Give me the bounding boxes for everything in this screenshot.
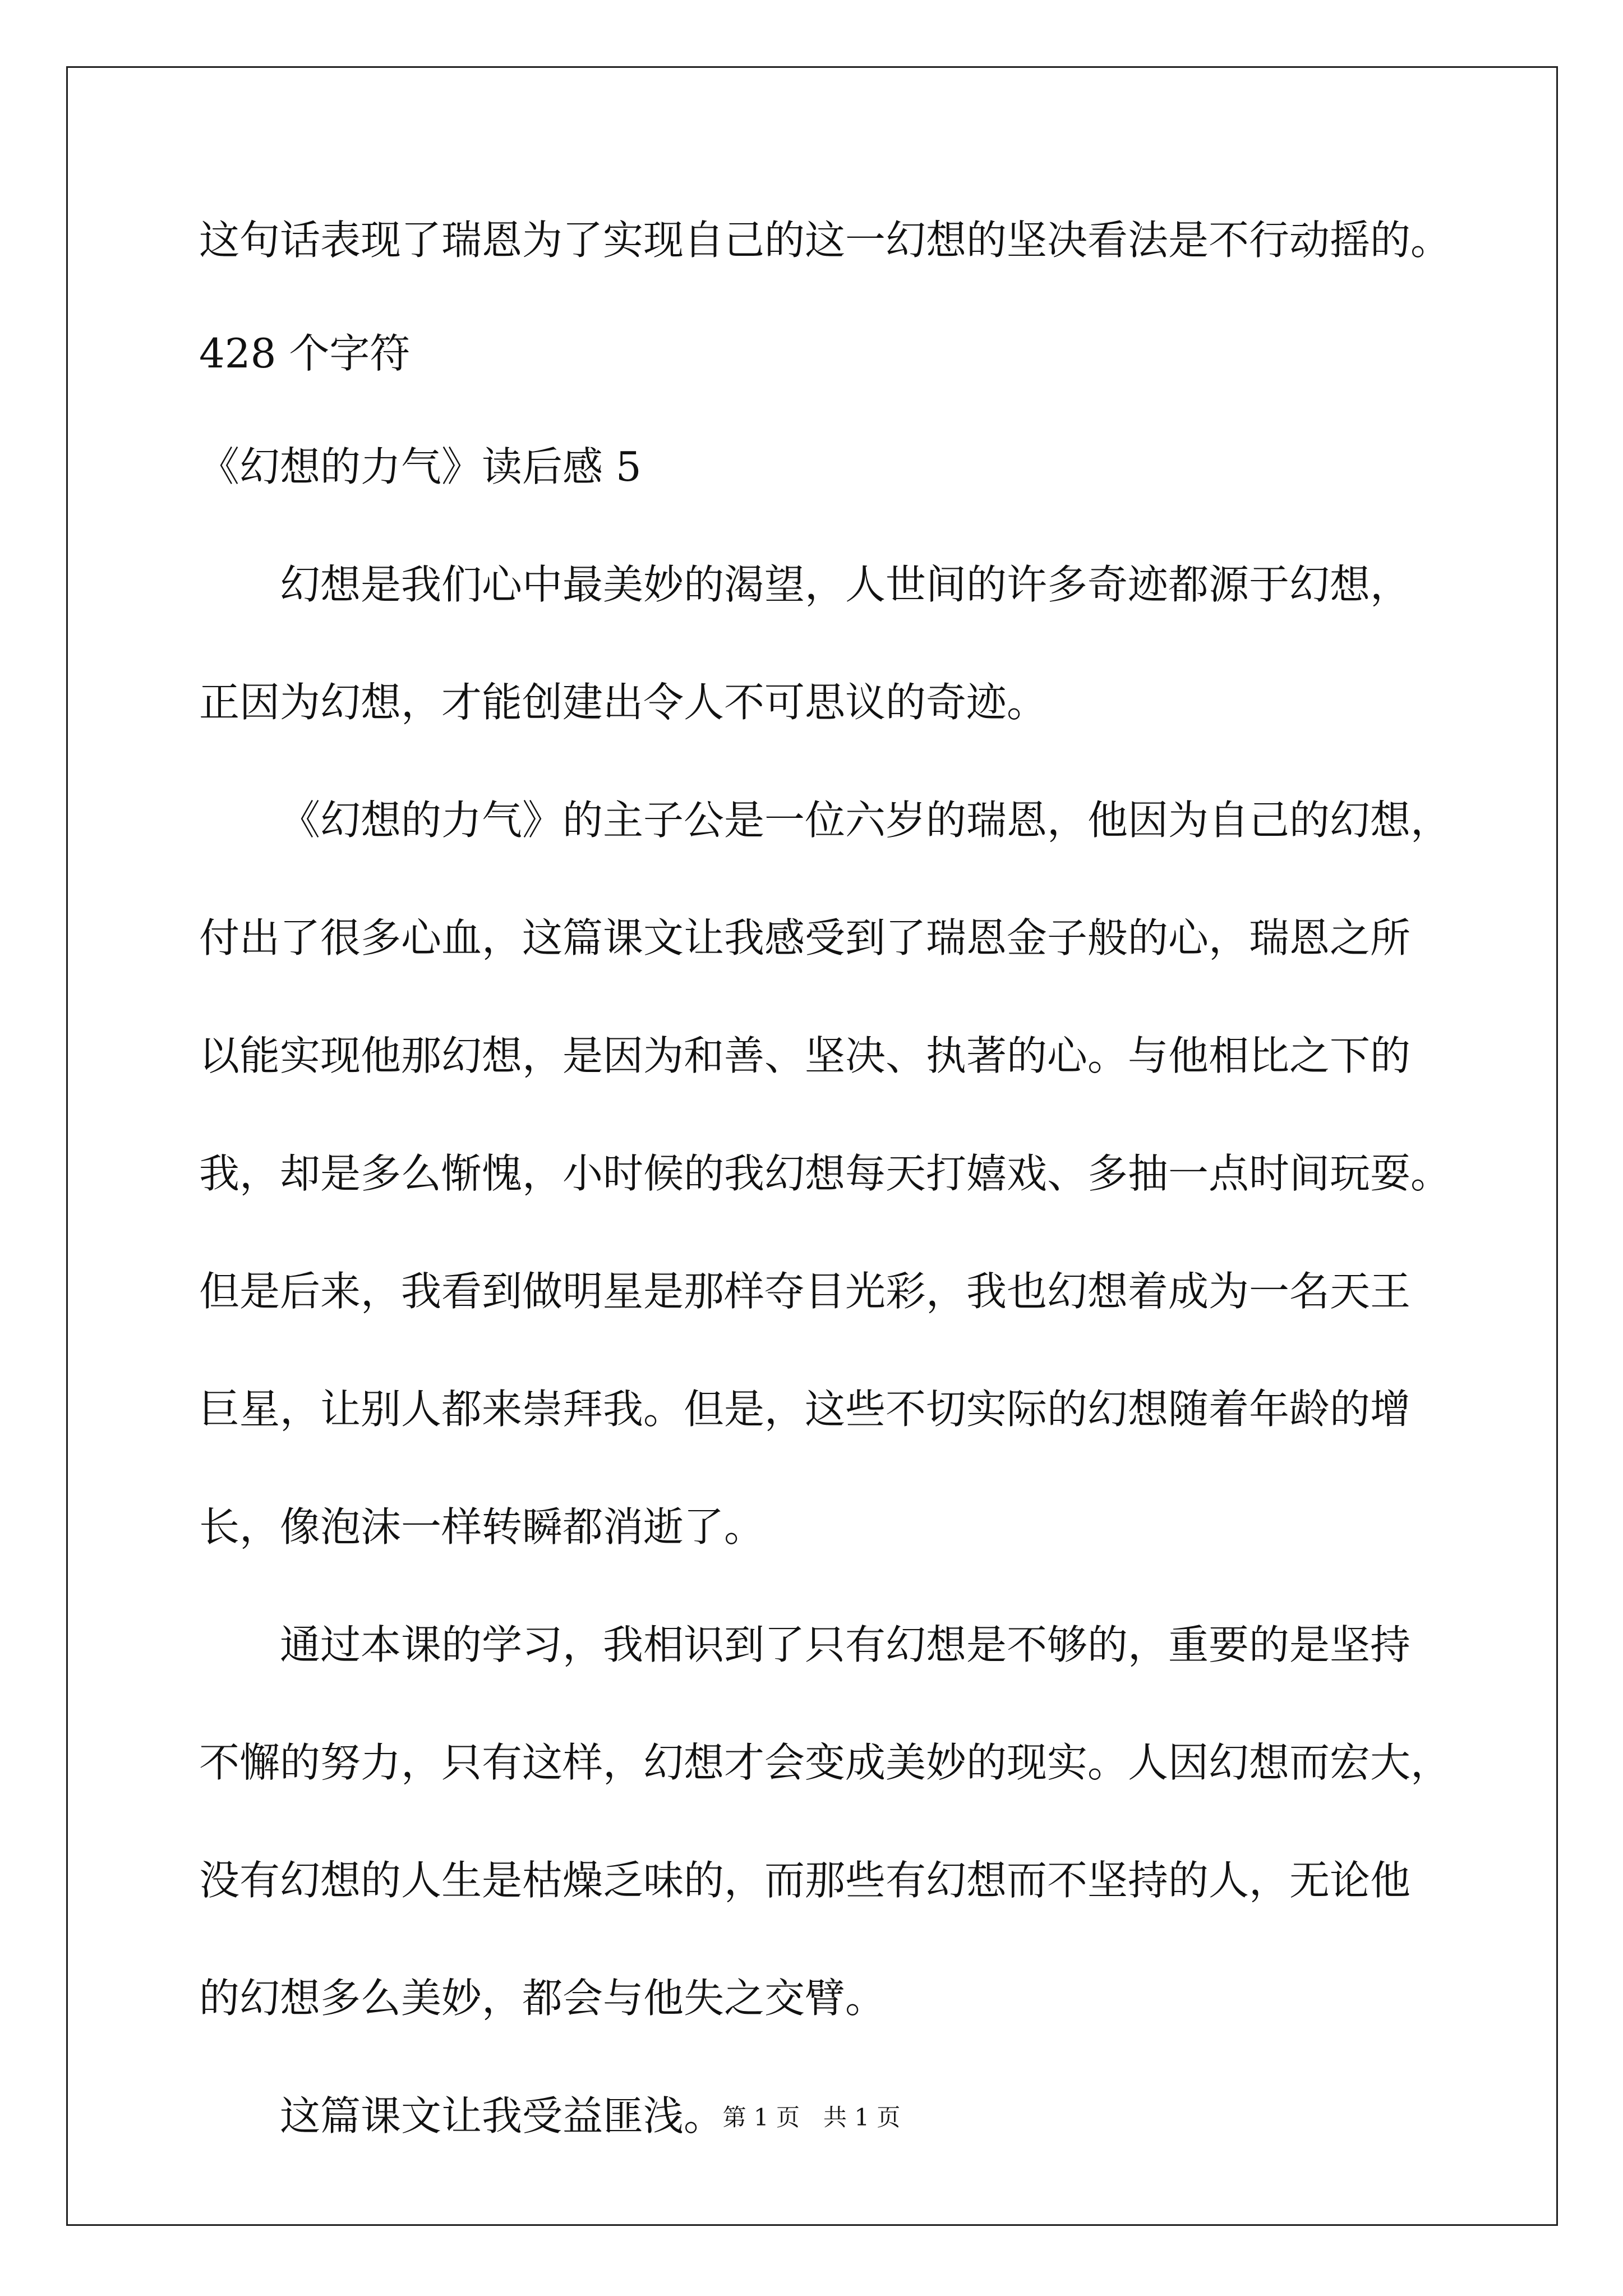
paragraph-line: 正因为幻想，才能创建出令人不可思议的奇迹。 [199, 679, 1048, 726]
paragraph-line: 但是后来，我看到做明星是那样夺目光彩，我也幻想着成为一名天王 [199, 1268, 1411, 1315]
paragraph-line: 幻想是我们心中最美妙的渴望，人世间的许多奇迹都源于幻想， [280, 561, 1411, 608]
document-body [199, 217, 1451, 2139]
text-line: 这句话表现了瑞恩为了实现自己的这一幻想的坚决看法是不行动摇的。 [199, 217, 1451, 264]
paragraph-line: 巨星，让别人都来崇拜我。但是，这些不切实际的幻想随着年龄的增 [199, 1386, 1411, 1433]
page-footer: 第 1 页 共 1 页 [722, 2104, 901, 2131]
paragraph-line: 长，像泡沫一样转瞬都消逝了。 [199, 1503, 765, 1550]
paragraph-line: 付出了很多心血，这篇课文让我感受到了瑞恩金子般的心，瑞恩之所 [199, 914, 1411, 961]
paragraph-line: 没有幻想的人生是枯燥乏味的，而那些有幻想而不坚持的人，无论他 [199, 1857, 1411, 1904]
paragraph-line: 不懈的努力，只有这样，幻想才会变成美妙的现实。人因幻想而宏大， [199, 1739, 1451, 1786]
paragraph-line: 的幻想多么美妙，都会与他失之交臂。 [199, 1975, 886, 2022]
paragraph-line: 通过本课的学习，我相识到了只有幻想是不够的，重要的是坚持 [280, 1621, 1411, 1668]
paragraph-line: 我，却是多么惭愧，小时候的我幻想每天打嬉戏、多抽一点时间玩耍。 [199, 1150, 1451, 1197]
section-title: 《幻想的力气》读后感 5 [199, 443, 642, 490]
paragraph-line: 以能实现他那幻想，是因为和善、坚决、执著的心。与他相比之下的 [199, 1032, 1411, 1079]
paragraph-line: 《幻想的力气》的主子公是一位六岁的瑞恩，他因为自己的幻想， [280, 797, 1451, 844]
char-count: 428 个字符 [199, 330, 411, 377]
paragraph-line: 这篇课文让我受益匪浅。 [280, 2092, 725, 2139]
